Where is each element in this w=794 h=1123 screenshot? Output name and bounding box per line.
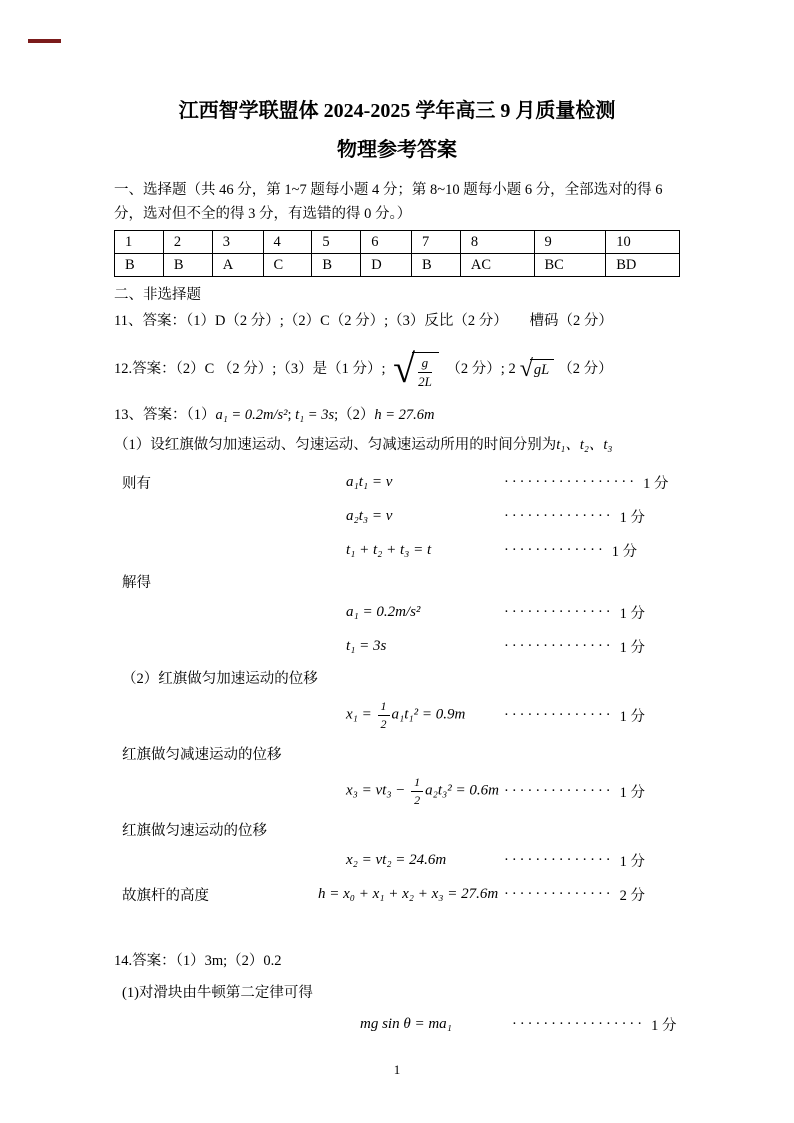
q13-header-math-2: t₁ = 3s <box>295 407 335 423</box>
fraction-numerator: 1 <box>378 699 390 715</box>
equation-row-3 <box>114 537 680 563</box>
q13-displacement-label-3: 红旗做匀速运动的位移 <box>122 823 267 839</box>
answer-cell: D <box>361 254 412 277</box>
q13-header-prefix: 13、答案：（1） <box>114 407 216 423</box>
scan-artifact-line <box>28 39 61 43</box>
q12-answer-line <box>114 345 680 393</box>
equation: x₂ = vt₂ = 24.6m <box>346 851 447 868</box>
dotted-leader: ············· <box>504 541 606 558</box>
score-label: 1 分 <box>611 543 638 560</box>
question-number-row <box>115 231 680 254</box>
score-label: 1 分 <box>619 639 645 656</box>
fraction-numerator: g <box>418 355 432 373</box>
dotted-leader: ·············· <box>504 507 614 524</box>
dotted-leader: ·············· <box>504 706 614 723</box>
q13-part2-displacement-label-1: （2）红旗做匀加速运动的位移 <box>122 671 318 687</box>
leader-and-score <box>504 636 645 657</box>
radical-symbol: √ <box>519 356 533 382</box>
score-label: 1 分 <box>619 853 645 870</box>
fraction-denominator: 2L <box>418 373 432 389</box>
answer-cell: C <box>263 254 312 277</box>
score-label: 2 分 <box>619 887 645 904</box>
radicand <box>412 352 439 389</box>
equation-label: 则有 <box>122 475 151 492</box>
answer-cell: B <box>412 254 461 277</box>
q13-header-math-3: h = 27.6m <box>374 407 435 423</box>
q13-answer-header <box>114 403 680 427</box>
q13-header-sep-2: ;（2） <box>334 407 375 423</box>
leader-and-score <box>504 705 645 726</box>
score-label: 1 分 <box>643 475 669 492</box>
answer-cell: BD <box>606 254 680 277</box>
question-number-cell: 6 <box>361 231 412 254</box>
answer-cell: AC <box>460 254 534 277</box>
question-number-cell: 8 <box>460 231 534 254</box>
equation-row-9 <box>114 881 680 907</box>
answer-cell: BC <box>534 254 606 277</box>
q13-header-math-1: a₁ = 0.2m/s² <box>215 407 288 423</box>
equation: h = x₀ + x₁ + x₂ + x₃ = 27.6m <box>318 885 499 902</box>
fraction-denominator: 2 <box>380 716 387 731</box>
q13-setup-variables: t₁、t₂、t₃ <box>556 437 613 453</box>
leader-and-score <box>504 602 645 623</box>
equation-post: a₂t₃² = 0.6m <box>425 782 499 799</box>
q13-setup-line <box>114 433 680 457</box>
dotted-leader: ················· <box>512 1015 646 1032</box>
answer-cell: B <box>312 254 361 277</box>
equation-row-8 <box>114 847 680 873</box>
equation-row-5 <box>114 633 680 659</box>
equation <box>346 699 504 731</box>
q14-answer-header: 14.答案：（1）3m;（2）0.2 <box>114 953 282 969</box>
score-label: 1 分 <box>619 509 645 526</box>
dotted-leader: ················· <box>504 473 638 490</box>
q12-prefix: 12.答案：（2）C （2 分）;（3）是（1 分）; <box>114 361 390 377</box>
q11-answer-line: 11、答案：（1）D（2 分）;（2）C（2 分）;（3）反比（2 分） 槽码（2 分） <box>114 313 613 329</box>
equation: t₁ = 3s <box>346 637 387 654</box>
leader-and-score <box>512 1014 676 1035</box>
q12-score-1: （2 分）; <box>442 361 509 377</box>
leader-and-score <box>504 472 668 493</box>
fraction-denominator: 2 <box>414 792 421 807</box>
dotted-leader: ·············· <box>504 851 614 868</box>
equation-row-7 <box>114 771 680 811</box>
page-number: 1 <box>393 1062 401 1077</box>
fraction <box>378 699 390 731</box>
question-number-cell: 1 <box>115 231 164 254</box>
q14-section <box>114 949 680 1037</box>
equation-label: 故旗杆的高度 <box>122 887 209 904</box>
leader-and-score <box>504 850 645 871</box>
question-number-cell: 10 <box>606 231 680 254</box>
dotted-leader: ·············· <box>504 885 614 902</box>
equation: a₁t₁ = v <box>346 473 393 490</box>
document-title: 江西智学联盟体 2024-2025 学年高三 9 月质量检测 <box>178 100 616 122</box>
leader-and-score <box>504 540 637 561</box>
answer-key-table <box>114 230 680 277</box>
equation-row-4 <box>114 599 680 625</box>
equation: a₁ = 0.2m/s² <box>346 603 421 620</box>
equation-pre: x₃ = vt₃ − <box>346 782 410 799</box>
fraction-numerator: 1 <box>411 775 423 791</box>
question-number-cell: 9 <box>534 231 606 254</box>
score-label: 1 分 <box>619 708 645 725</box>
equation-row-6 <box>114 695 680 735</box>
question-number-cell: 4 <box>263 231 312 254</box>
leader-and-score <box>504 506 645 527</box>
equation <box>346 775 504 807</box>
question-number-cell: 3 <box>212 231 263 254</box>
answer-cell: A <box>212 254 263 277</box>
answer-cell: B <box>163 254 212 277</box>
equation-post: a₁t₁² = 0.9m <box>391 706 466 723</box>
sqrt-coefficient: 2 <box>508 360 516 377</box>
equation: mg sin θ = ma₁ <box>360 1015 452 1032</box>
solve-label: 解得 <box>122 575 151 591</box>
answer-row <box>115 254 680 277</box>
multiple-choice-instructions: 一、选择题（共 46 分，第 1~7 题每小题 4 分；第 8~10 题每小题 6 分，全部选对的得 6 分，选对但不全的得 3 分，有选错的得 0 分。） <box>114 182 667 222</box>
equation: a₂t₃ = v <box>346 507 393 524</box>
q13-displacement-label-2: 红旗做匀减速运动的位移 <box>122 747 282 763</box>
score-label: 1 分 <box>619 784 645 801</box>
radicand: gL <box>530 359 554 379</box>
leader-and-score <box>504 884 645 905</box>
q13-header-sep-1: ; <box>287 407 296 423</box>
equation-row-1 <box>114 469 680 495</box>
question-number-cell: 5 <box>312 231 361 254</box>
question-number-cell: 2 <box>163 231 212 254</box>
question-number-cell: 7 <box>412 231 461 254</box>
document-subtitle: 物理参考答案 <box>337 139 457 161</box>
dotted-leader: ·············· <box>504 603 614 620</box>
fraction <box>411 775 423 807</box>
q13-setup-text: （1）设红旗做匀加速运动、匀速运动、匀减速运动所用的时间分别为 <box>114 437 557 453</box>
dotted-leader: ·············· <box>504 782 614 799</box>
answer-key-table-body <box>115 231 680 277</box>
equation-pre: x₁ = <box>346 706 376 723</box>
score-label: 1 分 <box>651 1017 677 1034</box>
sqrt-g-over-2L-formula <box>393 345 439 391</box>
q12-score-2: （2 分） <box>558 361 613 377</box>
leader-and-score <box>504 781 645 802</box>
radical-symbol: √ <box>393 345 416 391</box>
equation: t₁ + t₂ + t₃ = t <box>346 541 432 558</box>
equation-row-q14 <box>114 1011 680 1037</box>
sqrt-gL-formula <box>520 357 555 381</box>
q14-step-line: (1)对滑块由牛顿第二定律可得 <box>122 985 313 1001</box>
fraction <box>418 355 432 389</box>
equation-row-2 <box>114 503 680 529</box>
score-label: 1 分 <box>619 605 645 622</box>
answer-cell: B <box>115 254 164 277</box>
dotted-leader: ·············· <box>504 637 614 654</box>
free-response-heading: 二、非选择题 <box>114 287 201 303</box>
